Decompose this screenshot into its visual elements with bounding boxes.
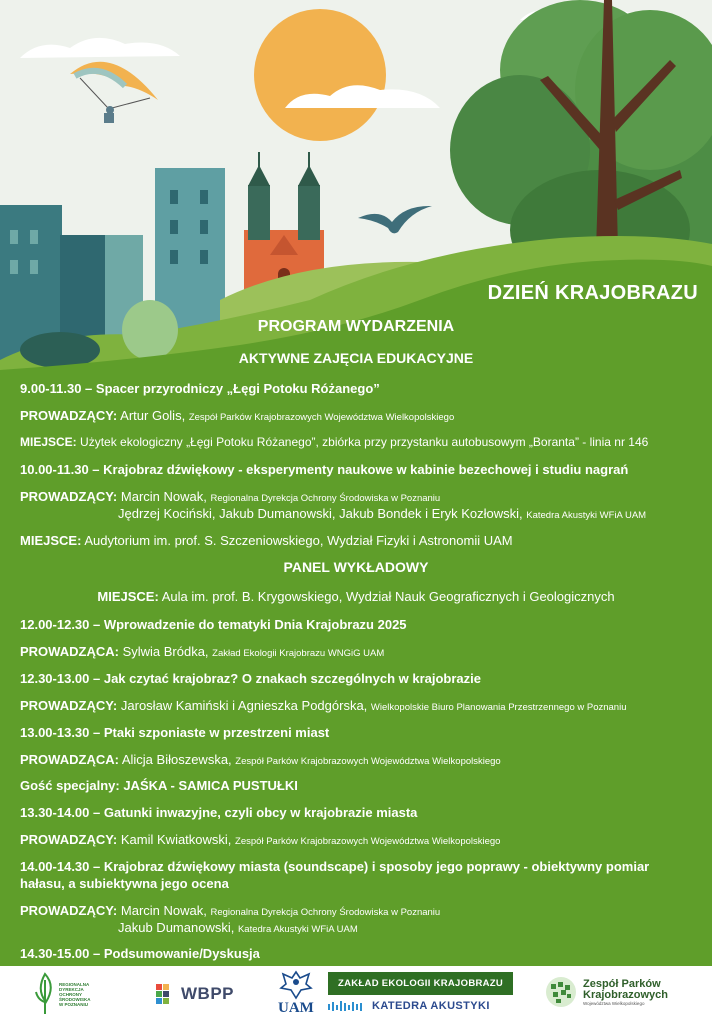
leader-label: PROWADZĄCY:: [20, 698, 118, 713]
place-text: Użytek ekologiczny „Łęgi Potoku Różanego”, zbiórka przy przystanku autobusowym „Boranta” - linia nr 146: [80, 435, 649, 449]
panel-place: [0, 589, 712, 604]
uam-logo: [278, 970, 314, 1017]
leader-organization: Zespół Parków Krajobrazowych Województwa Wielkopolskiego: [235, 836, 501, 847]
sound-wave-icon: [328, 1000, 364, 1012]
leader-name: Jarosław Kamiński i Agnieszka Podgórska,: [120, 698, 368, 713]
zpk-mosaic-icon: [545, 976, 577, 1008]
leader-name: Jakub Dumanowski,: [118, 920, 235, 935]
event-leader-continued: [118, 919, 696, 938]
event-place: [20, 434, 696, 451]
leader-name: Artur Golis,: [120, 408, 186, 423]
leader-organization: Zespół Parków Krajobrazowych Województwa Wielkopolskiego: [235, 756, 501, 767]
event-time-title: 13.30-14.00 – Gatunki inwazyjne, czyli obcy w krajobrazie miasta: [20, 805, 418, 820]
katedra-text: KATEDRA AKUSTYKI: [372, 1000, 490, 1012]
section-heading-panel: PANEL WYKŁADOWY: [283, 559, 429, 575]
leaf-icon: [34, 972, 56, 1016]
event-time-title: 10.00-11.30 – Krajobraz dźwiękowy - eksperymenty naukowe w kabinie bezechowej i studiu nagrań: [20, 462, 629, 477]
leader-name: Jędrzej Kociński, Jakub Dumanowski, Jakub Bondek i Eryk Kozłowski,: [118, 506, 523, 521]
event-leader: [20, 697, 696, 716]
leader-label: PROWADZĄCY:: [20, 832, 118, 847]
leader-name: Marcin Nowak,: [120, 903, 207, 918]
event-leader: [20, 751, 696, 770]
leader-organization: Zakład Ekologii Krajobrazu WNGiG UAM: [212, 648, 385, 659]
event-leader: [20, 407, 696, 426]
event-place: [20, 532, 696, 549]
program-heading: PROGRAM WYDARZENIA: [257, 318, 455, 335]
section-heading-active: AKTYWNE ZAJĘCIA EDUKACYJNE: [238, 350, 474, 366]
leader-name: Marcin Nowak,: [120, 489, 207, 504]
leader-name: Sylwia Bródka,: [122, 644, 209, 659]
wbpp-logo: [156, 984, 234, 1004]
leader-name: Kamil Kwiatkowski,: [120, 832, 232, 847]
event-time-title: 12.00-12.30 – Wprowadzenie do tematyki Dnia Krajobrazu 2025: [20, 617, 407, 632]
zpk-logo: [545, 976, 668, 1008]
event-leader: [20, 643, 696, 662]
partner-logos: [0, 966, 712, 1024]
zpk-line: Zespół Parków: [583, 977, 661, 990]
event-time-title: 12.30-13.00 – Jak czytać krajobraz? O znakach szczególnych w krajobrazie: [20, 671, 482, 686]
wbpp-text: WBPP: [181, 984, 234, 1003]
place-label: MIEJSCE:: [97, 589, 159, 604]
leader-label: PROWADZĄCA:: [20, 752, 119, 767]
leader-organization: Regionalna Dyrekcja Ochrony Środowiska w Poznaniu: [210, 907, 441, 918]
leader-label: PROWADZĄCY:: [20, 408, 118, 423]
place-text: Audytorium im. prof. S. Szczeniowskiego, Wydział Fizyki i Astronomii UAM: [84, 533, 513, 548]
place-label: MIEJSCE:: [20, 435, 77, 449]
leader-label: PROWADZĄCY:: [20, 903, 118, 918]
leader-organization: Katedra Akustyki WFiA UAM: [237, 924, 358, 935]
leader-label: PROWADZĄCY:: [20, 489, 118, 504]
leader-organization: Regionalna Dyrekcja Ochrony Środowiska w Poznaniu: [210, 493, 441, 504]
zpk-subline: Województwa Wielkopolskiego: [583, 1000, 645, 1006]
wbpp-mark-icon: [156, 984, 176, 1004]
uam-text: UAM: [278, 1000, 314, 1016]
place-text: Aula im. prof. B. Krygowskiego, Wydział Nauk Geograficznych i Geologicznych: [161, 589, 615, 604]
leader-organization: Katedra Akustyki WFiA UAM: [526, 510, 647, 521]
event-time-title: 13.00-13.30 – Ptaki szponiaste w przestrzeni miast: [20, 725, 330, 740]
eagle-emblem-icon: [279, 970, 313, 1000]
place-label: MIEJSCE:: [20, 533, 82, 548]
leader-name: Alicja Biłoszewska,: [121, 752, 232, 767]
event-time-title: 14.00-14.30 – Krajobraz dźwiękowy miasta (soundscape) i sposoby jego poprawy - obiektywny pomiar hałasu, a subiektywna jego ocena: [20, 859, 650, 891]
event-time-title: 9.00-11.30 – Spacer przyrodniczy „Łęgi Potoku Różanego”: [20, 381, 380, 396]
event-leader: [20, 831, 696, 850]
leader-organization: Wielkopolskie Biuro Planowania Przestrzennego w Poznaniu: [370, 702, 627, 713]
leader-organization: Zespół Parków Krajobrazowych Województwa Wielkopolskiego: [188, 412, 455, 423]
rdos-text: REGIONALNA DYREKCJA OCHRONY ŚRODOWISKA W POZNANIU: [59, 981, 91, 1007]
event-leader-continued: [118, 505, 696, 524]
katedra-akustyki-row: [328, 1000, 490, 1012]
zaklad-katedra-logo: [328, 972, 513, 1012]
zaklad-ekologii-label: ZAKŁAD EKOLOGII KRAJOBRAZU: [328, 972, 513, 995]
zpk-line: Krajobrazowych: [583, 988, 668, 1001]
page-title: DZIEŃ KRAJOBRAZU: [487, 282, 698, 304]
rdos-logo: [34, 972, 95, 1016]
special-guest: Gość specjalny: JAŚKA - SAMICA PUSTUŁKI: [20, 778, 298, 793]
leader-label: PROWADZĄCA:: [20, 644, 119, 659]
event-time-title: 14.30-15.00 – Podsumowanie/Dyskusja: [20, 946, 260, 961]
zpk-text: [583, 979, 668, 1006]
